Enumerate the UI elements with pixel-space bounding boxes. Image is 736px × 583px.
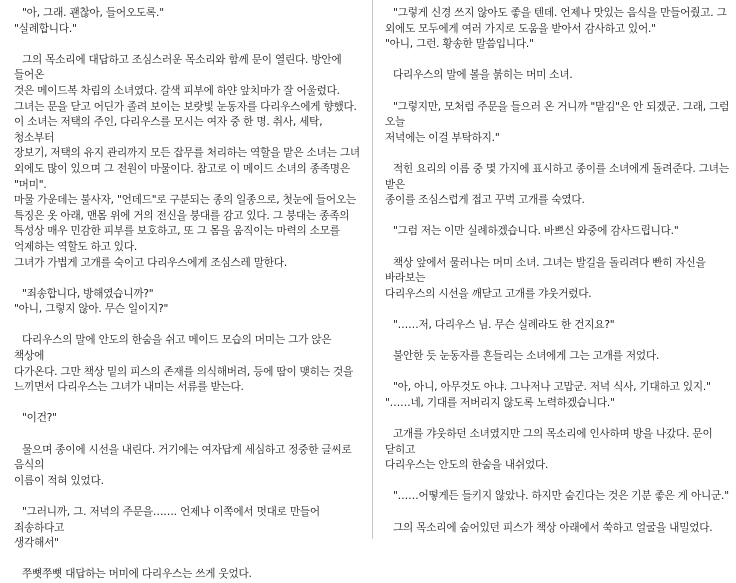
paragraph: "아, 그래. 괜찮아, 들어오도록." "실례합니다." <box>14 7 164 35</box>
paragraph: 그의 목소리에 대답하고 조심스러운 목소리와 함께 문이 열린다. 방안에 들어온 것은 메이드복 차림의 소녀였다. 갈색 피부에 하얀 앞치마가 잘 어울렸다. 그녀는 문을 닫고 어딘가 졸려 보이는 보랏빛 눈동자를 다리우스에게 향했다. 이 소녀는 저택의 주인, 다리우스를 모시는 여자 중 한 명. 취사, 세탁, 청소부터 장보기, 저택의 유지 관리까지 모든 잡무를 처리하는 역할을 맡은 소녀는 그녀 외에도 많이 있으며 그 전원이 마물이다. 참고로 이 메이드 소녀의 종족명은 "머미". 마물 가운데는 불사자, "언데드"로 구분되는 종의 일종으로, 첫눈에 들어오는 특징은 옷 아래, 맨몸 위에 거의 전신을 붕대를 감고 있다. 그 붕대는 종족의 특성상 매우 민감한 피부를 보호하고, 또 그 몸을 움직이는 마력의 소모를 억제하는 역할도 하고 있다. 그녀가 가볍게 고개를 숙이고 다리우스에게 조심스레 말한다. <box>14 53 360 269</box>
paragraph: "그렇지만, 모처럼 주문을 들으러 온 거니까 "맡김"은 안 되겠군. 그래, 그럼 오늘 저녁에는 이걸 부탁하지." <box>385 100 730 144</box>
paragraph: 고개를 갸웃하던 소녀였지만 그의 목소리에 인사하며 방을 나갔다. 문이 닫히고 다리우스는 안도의 한숨을 내쉬었다. <box>385 428 713 472</box>
paragraph: 책상 앞에서 물러나는 머미 소녀. 그녀는 발길을 돌리려다 빤히 자신을 바라보는 다리우스의 시선을 깨닫고 고개를 갸웃거렸다. <box>385 256 706 300</box>
paragraph: "아, 아니, 아무것도 아냐. 그나저나 고맙군. 저녁 식사, 기대하고 있지." "……네, 기대를 저버리지 않도록 노력하겠습니다." <box>385 381 711 409</box>
paragraph: "그렇게 신경 쓰지 않아도 좋을 텐데. 언제나 맛있는 음식을 만들어줬고. 그 외에도 모두에게 여러 가지로 도움을 받아서 감사하고 있어." "아니, 그런. 황송한 말씀입니다." <box>385 7 727 51</box>
right-page <box>385 0 731 539</box>
paragraph: 불안한 듯 눈동자를 흔들리는 소녀에게 그는 고개를 저었다. <box>393 350 660 363</box>
page-divider <box>372 0 373 539</box>
left-page <box>14 0 362 581</box>
paragraph: "……저, 다리우스 님. 무슨 실례라도 한 건지요?" <box>393 318 615 331</box>
paragraph: "그러니까, 그. 저녁의 주문을……. 언제나 이쪽에서 멋대로 만들어 죄송하다고 생각해서" <box>14 506 320 550</box>
paragraph: 적힌 요리의 이름 중 몇 가지에 표시하고 종이를 소녀에게 돌려준다. 그녀는 받은 종이를 조심스럽게 접고 꾸벅 고개를 숙였다. <box>385 162 729 207</box>
paragraph: 쭈뼛쭈뼛 대답하는 머미에 다리우스는 쓰게 웃었다. <box>22 568 252 581</box>
paragraph: "이건?" <box>22 412 57 425</box>
paragraph: 다리우스의 말에 볼을 붉히는 머미 소녀. <box>393 69 573 82</box>
paragraph: "죄송합니다, 방해였습니까?" "아니, 그렇지 않아. 무슨 일이지?" <box>14 287 169 316</box>
paragraph: "……어떻게든 들키지 않았나. 하지만 숨긴다는 것은 기분 좋은 게 아니군." <box>393 490 729 503</box>
paragraph: "그럼 저는 이만 실례하겠습니다. 바쁘신 와중에 감사드립니다." <box>393 225 679 238</box>
paragraph: 물으며 종이에 시선을 내린다. 거기에는 여자답게 세심하고 정중한 글씨로 음식의 이름이 적혀 있었다. <box>14 443 352 487</box>
paragraph: 그의 목소리에 숨어있던 피스가 책상 아래에서 쑥하고 얼굴을 내밀었다. <box>393 521 713 534</box>
paragraph: 다리우스의 말에 안도의 한숨을 쉬고 메이드 모습의 머미는 그가 앉은 책상에 다가온다. 그만 책상 밑의 피스의 존재를 의식해버려, 등에 땀이 맺히는 것을 느끼면서 다리우스는 그녀가 내미는 서류를 받는다. <box>14 334 354 394</box>
